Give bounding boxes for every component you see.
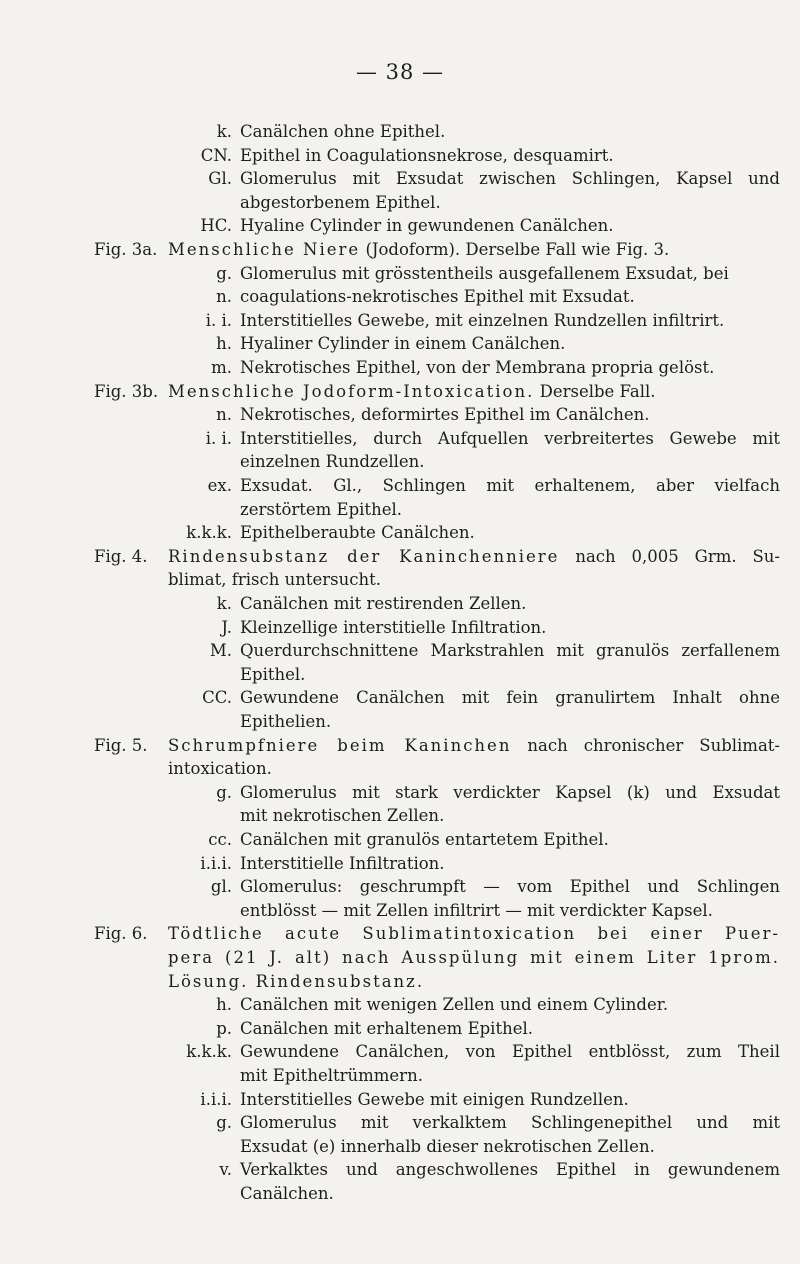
legend-text: Querdurchschnittene Markstrahlen mit granulös zerfallenem [240,641,780,661]
legend-label: M. [209,641,232,661]
legend-text: Glomerulus mit Exsudat zwischen Schlingen, Kapsel und [240,169,780,189]
figure-title: Tödtliche acute Sublimatintoxication bei einer Puer- [168,924,780,944]
legend-label: h. [216,995,232,1015]
figure-title-continuation: Lösung. Rindensubstanz. [168,971,425,991]
legend-text-continuation: Canälchen. [240,1184,334,1203]
legend-label: HC. [200,216,232,236]
legend-text: Glomerulus mit grösstentheils ausgefallenem Exsudat, bei [240,263,729,283]
legend-label: n. [216,287,232,307]
figure-number: Fig. 3a. [94,240,158,259]
legend-text: Interstitielles Gewebe, mit einzelnen Rundzellen infiltrirt. [240,310,725,330]
legend-text: Hyaliner Cylinder in einem Canälchen. [240,334,566,354]
legend-label: CN. [200,145,232,165]
legend-text: Epithelberaubte Canälchen. [240,523,475,543]
figure-number: Fig. 6. [94,924,148,944]
legend-text: Interstitielle Infiltration. [240,853,445,873]
legend-text-continuation: einzelnen Rundzellen. [240,452,425,472]
legend-label: p. [216,1018,232,1038]
figure-title-continuation: pera (21 J. alt) nach Ausspülung mit einem Liter 1prom. [168,948,780,967]
figure-number: Fig. 4. [94,546,148,566]
legend-text: Canälchen mit erhaltenem Epithel. [240,1018,534,1038]
legend-text: Gewundene Canälchen mit fein granulirtem Inhalt ohne [240,688,780,708]
legend-label: g. [216,1113,232,1133]
legend-text: Canälchen ohne Epithel. [240,122,446,141]
legend-text-continuation: entblösst — mit Zellen infiltrirt — mit verdickter Kapsel. [240,900,713,920]
legend-text-continuation: Epithelien. [240,712,332,731]
legend-label: i. i. [205,310,232,330]
legend-label: n. [216,405,232,425]
legend-label: m. [211,358,232,377]
legend-label: ex. [207,476,232,495]
legend-label: gl. [210,877,232,897]
legend-label: g. [216,782,232,802]
legend-text: Hyaline Cylinder in gewundenen Canälchen. [240,216,614,236]
legend-label: g. [216,263,232,283]
legend-label: h. [216,334,232,354]
legend-text: coagulations-nekrotisches Epithel mit Exsudat. [240,287,635,307]
figure-heading-line [168,734,780,758]
figure-number: Fig. 5. [94,735,148,755]
legend-text: Interstitielles Gewebe mit einigen Rundzellen. [240,1089,629,1109]
legend-label: cc. [208,830,232,849]
figure-description-continuation: intoxication. [168,759,272,779]
legend-label: k. [216,594,232,613]
legend-label: i.i.i. [200,853,232,873]
legend-text: Glomerulus: geschrumpft — vom Epithel und Schlingen [240,877,780,897]
figure-heading-line [168,545,780,569]
figure-title: Menschliche Jodoform-Intoxication. [168,381,535,401]
figure-heading-line [168,380,656,404]
legend-text: Gewundene Canälchen, von Epithel entblösst, zum Theil [240,1042,780,1062]
figure-title: Menschliche Niere [168,240,361,259]
page-number: — 38 — [355,60,445,84]
legend-text: Nekrotisches Epithel, von der Membrana propria gelöst. [240,358,715,377]
legend-label: k. [216,122,232,141]
legend-text-continuation: abgestorbenem Epithel. [240,192,441,212]
legend-text: Glomerulus mit stark verdickter Kapsel (k) und Exsudat [240,782,780,802]
figure-description: Derselbe Fall. [539,381,656,401]
figure-description-continuation: blimat, frisch untersucht. [168,570,381,590]
figure-description: (Jodoform). Derselbe Fall wie Fig. 3. [365,240,670,259]
legend-text-continuation: mit Epitheltrümmern. [240,1066,423,1085]
legend-text: Interstitielles, durch Aufquellen verbreitertes Gewebe mit [240,428,780,448]
legend-text: Exsudat. Gl., Schlingen mit erhaltenem, aber vielfach [240,476,780,495]
legend-label: k.k.k. [186,1042,232,1062]
figure-title: Rindensubstanz der Kaninchenniere [168,546,560,566]
legend-label: i. i. [205,428,232,448]
legend-label: k.k.k. [186,523,232,543]
figure-title: Schrumpfniere beim Kaninchen [168,735,512,755]
legend-text-continuation: mit nekrotischen Zellen. [240,806,445,826]
legend-text: Verkalktes und angeschwollenes Epithel in gewundenem [240,1160,780,1180]
legend-text: Canälchen mit restirenden Zellen. [240,594,527,613]
legend-label: v. [219,1160,232,1180]
figure-description: nach chronischer Sublimat- [527,735,780,755]
figure-heading-line [168,238,669,262]
legend-text: Glomerulus mit verkalktem Schlingenepithel und mit [240,1113,780,1133]
legend-text: Canälchen mit wenigen Zellen und einem Cylinder. [240,995,669,1015]
legend-text: Kleinzellige interstitielle Infiltration. [240,617,547,637]
legend-text: Epithel in Coagulationsnekrose, desquamirt. [240,145,614,165]
legend-text: Canälchen mit granulös entartetem Epithel. [240,830,609,849]
legend-text: Nekrotisches, deformirtes Epithel im Canälchen. [240,405,650,425]
legend-label: CC. [202,688,232,708]
legend-text-continuation: Epithel. [240,664,306,684]
figure-number: Fig. 3b. [94,381,159,401]
legend-label: Gl. [208,169,232,189]
legend-text-continuation: Exsudat (e) innerhalb dieser nekrotischen Zellen. [240,1136,655,1156]
figure-description: nach 0,005 Grm. Su- [575,546,780,566]
legend-label: i.i.i. [200,1089,232,1109]
legend-label: J. [221,617,232,637]
legend-text-continuation: zerstörtem Epithel. [240,499,402,519]
